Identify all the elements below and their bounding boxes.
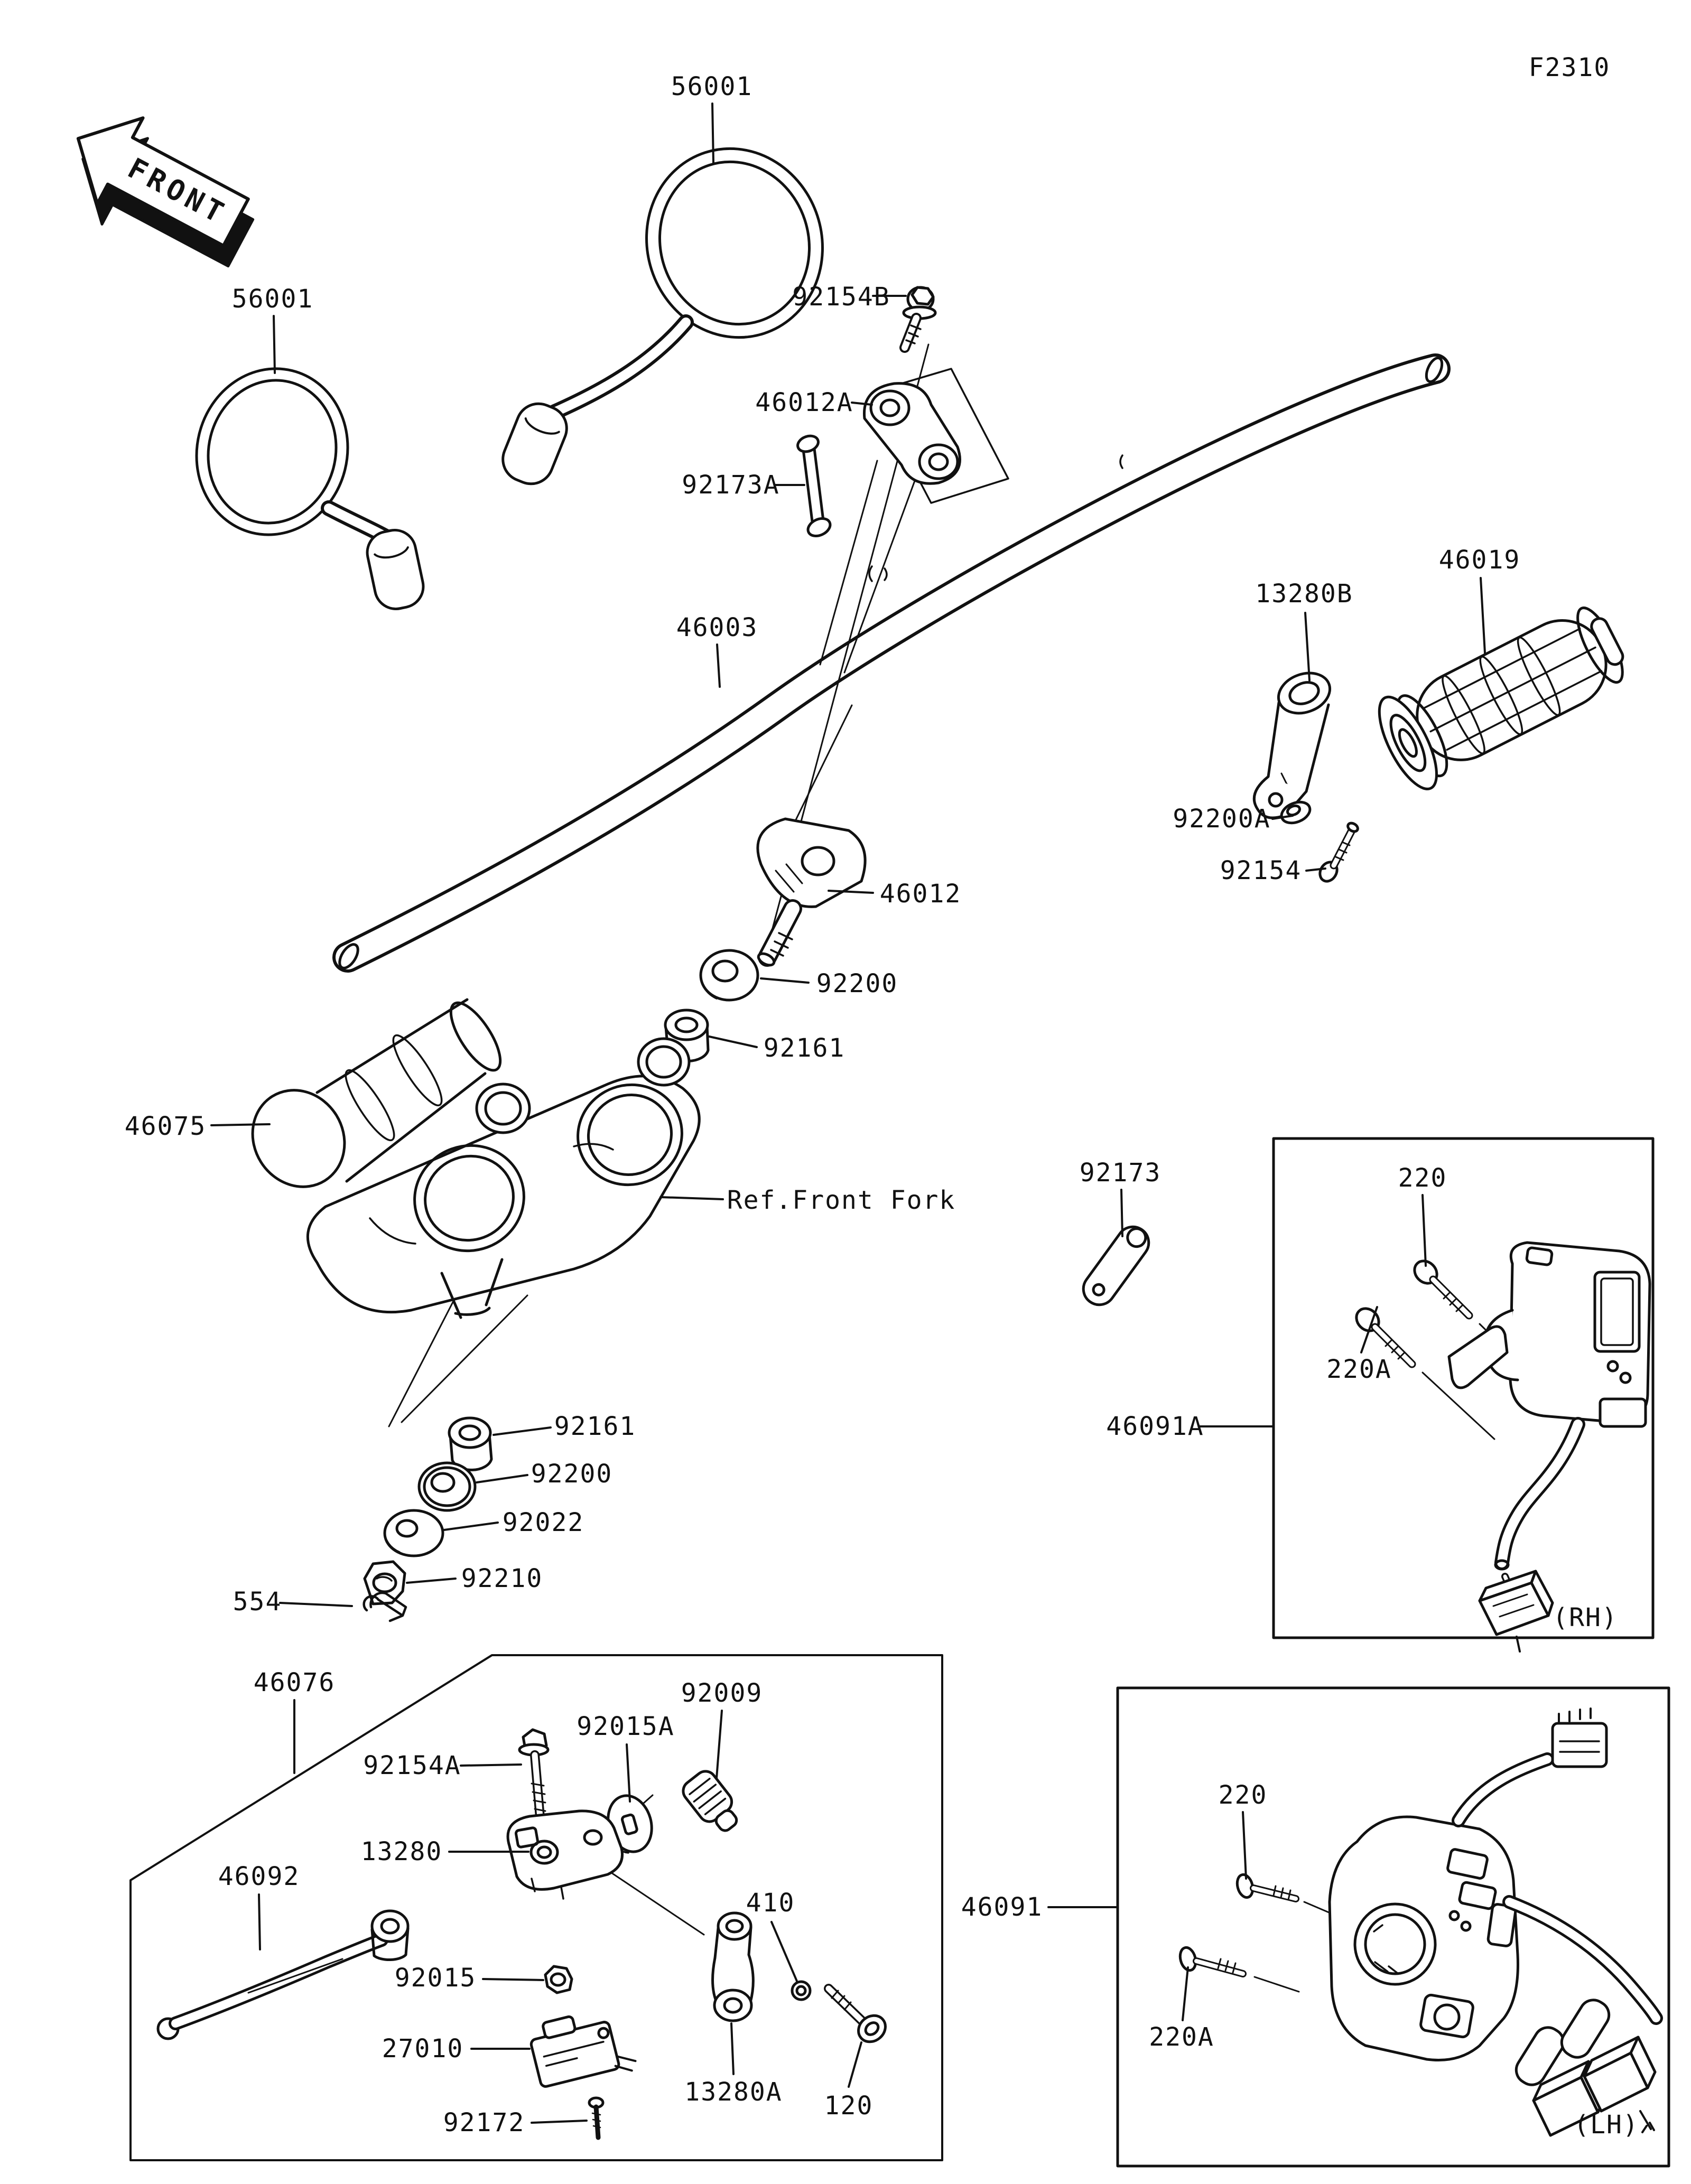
- leader-clutch-lever: [259, 1894, 260, 1949]
- mirror-left-art: [179, 352, 427, 613]
- leader-handlebar: [717, 645, 720, 687]
- right-grip-art: [1368, 593, 1638, 797]
- part-label-washer-410: 410: [746, 1888, 795, 1918]
- washer-stack-art: [364, 1418, 491, 1621]
- small-nut-art: [545, 1966, 572, 1993]
- leader-damper-lower: [494, 1427, 551, 1435]
- part-label-clamp-upper: 46012A: [755, 388, 853, 417]
- adjuster-art: [679, 1767, 746, 1838]
- lever-holder-art: [508, 1811, 622, 1899]
- lh-switch-box: [1118, 1688, 1669, 2166]
- pivot-holder-art: [713, 1913, 754, 2021]
- part-label-figure-code: F2310: [1528, 53, 1611, 82]
- leader-left-grip: [211, 1124, 270, 1125]
- leader-washer-92022: [444, 1523, 498, 1530]
- damper-rod-art: [795, 433, 833, 539]
- part-label-mirror-left: 56001: [231, 284, 314, 314]
- leader-adjuster: [717, 1711, 722, 1778]
- throttle-washer-screw-art: [1278, 798, 1359, 884]
- leader-washer-410: [772, 1922, 797, 1981]
- part-label-right-grip: 46019: [1438, 545, 1521, 575]
- part-label-washer-lower: 92200: [531, 1459, 613, 1489]
- part-label-pivot-holder: 13280A: [684, 2077, 783, 2107]
- switch-screw-art: [589, 2098, 603, 2138]
- part-label-washer-92015A: 92015A: [577, 1712, 675, 1741]
- leader-screw-lh-2: [1183, 1967, 1188, 2020]
- part-label-front-arrow-text: FRONT: [122, 151, 233, 231]
- part-label-holder-lower: 46012: [879, 879, 962, 909]
- leader-throttle-holder: [1305, 613, 1309, 680]
- rh-switch-box: [1077, 1138, 1653, 1651]
- leader-washer-92015A: [627, 1744, 630, 1802]
- part-label-washer-throttle: 92200A: [1173, 804, 1271, 834]
- part-label-screw-throttle: 92154: [1220, 856, 1302, 885]
- mirror-upper-art: [496, 126, 847, 491]
- leader-screw-rh-1: [1423, 1195, 1426, 1266]
- part-label-screw-rh-1: 220: [1398, 1163, 1447, 1193]
- part-label-lever-assy: 46076: [253, 1668, 336, 1697]
- leader-nut-92015: [483, 1979, 543, 1980]
- part-label-switch-screw: 92172: [443, 2108, 525, 2138]
- leader-lever-bolt: [461, 1765, 521, 1766]
- part-label-band: 92173: [1079, 1158, 1162, 1188]
- clutch-switch-art: [527, 2003, 638, 2093]
- leader-pivot-holder: [731, 2023, 733, 2074]
- part-label-pin-554: 554: [233, 1587, 282, 1617]
- part-label-clutch-lever: 46092: [218, 1862, 300, 1891]
- triple-clamp-art: [308, 1039, 699, 1318]
- leader-switch-screw: [532, 2121, 587, 2123]
- leader-mirror-left: [274, 316, 275, 373]
- throttle-holder-art: [1254, 666, 1335, 818]
- part-label-lever-holder: 13280: [360, 1837, 443, 1866]
- part-label-washer-upper: 92200: [816, 969, 898, 998]
- leader-band: [1121, 1190, 1122, 1236]
- clutch-lever-art: [158, 1911, 408, 2039]
- leader-pin-554: [280, 1603, 352, 1606]
- leader-ref-front-fork: [661, 1197, 723, 1199]
- front-arrow-icon: [48, 96, 271, 286]
- part-label-handlebar: 46003: [676, 613, 758, 642]
- upper-clamp-art: [864, 287, 1008, 503]
- leader-damper-upper: [709, 1037, 757, 1047]
- part-label-screw-lh-1: 220: [1218, 1780, 1268, 1810]
- leader-washer-lower: [477, 1475, 527, 1482]
- part-label-switch-rh: 46091A: [1106, 1412, 1204, 1441]
- leader-right-grip: [1481, 578, 1485, 653]
- leader-mirror-upper: [712, 104, 713, 163]
- part-label-damper-rod-upper: 92173A: [682, 470, 780, 500]
- part-label-clutch-switch: 27010: [382, 2034, 464, 2064]
- leader-screw-lh-1: [1243, 1812, 1246, 1879]
- leader-nut-92210: [407, 1579, 456, 1583]
- lower-holder-art: [757, 819, 865, 967]
- part-label-lh-caption: (LH): [1574, 2110, 1639, 2140]
- part-label-adjuster: 92009: [681, 1678, 763, 1708]
- pivot-bolt-art: [792, 1982, 890, 2047]
- part-label-nut-92015: 92015: [394, 1963, 477, 1993]
- part-label-washer-92022: 92022: [502, 1508, 584, 1537]
- part-label-rh-caption: (RH): [1553, 1603, 1618, 1632]
- part-label-nut-92210: 92210: [461, 1564, 543, 1593]
- part-label-damper-lower: 92161: [554, 1412, 636, 1441]
- lever-bolt-art: [519, 1730, 548, 1823]
- part-label-screw-lh-2: 220A: [1149, 2022, 1214, 2052]
- part-label-throttle-holder: 13280B: [1255, 579, 1353, 609]
- part-label-damper-upper: 92161: [763, 1033, 846, 1063]
- part-label-ref-front-fork: Ref.Front Fork: [727, 1186, 956, 1215]
- part-label-switch-lh: 46091: [961, 1892, 1043, 1922]
- leader-washer-upper: [761, 978, 809, 983]
- part-label-screw-rh-2: 220A: [1326, 1355, 1392, 1384]
- part-label-mirror-upper: 56001: [671, 72, 753, 101]
- part-label-pivot-bolt: 120: [824, 2091, 874, 2121]
- part-label-lever-bolt: 92154A: [363, 1751, 461, 1780]
- part-label-clamp-bolt: 92154B: [792, 282, 890, 312]
- leader-pivot-bolt: [849, 2042, 861, 2087]
- part-label-left-grip: 46075: [124, 1112, 207, 1141]
